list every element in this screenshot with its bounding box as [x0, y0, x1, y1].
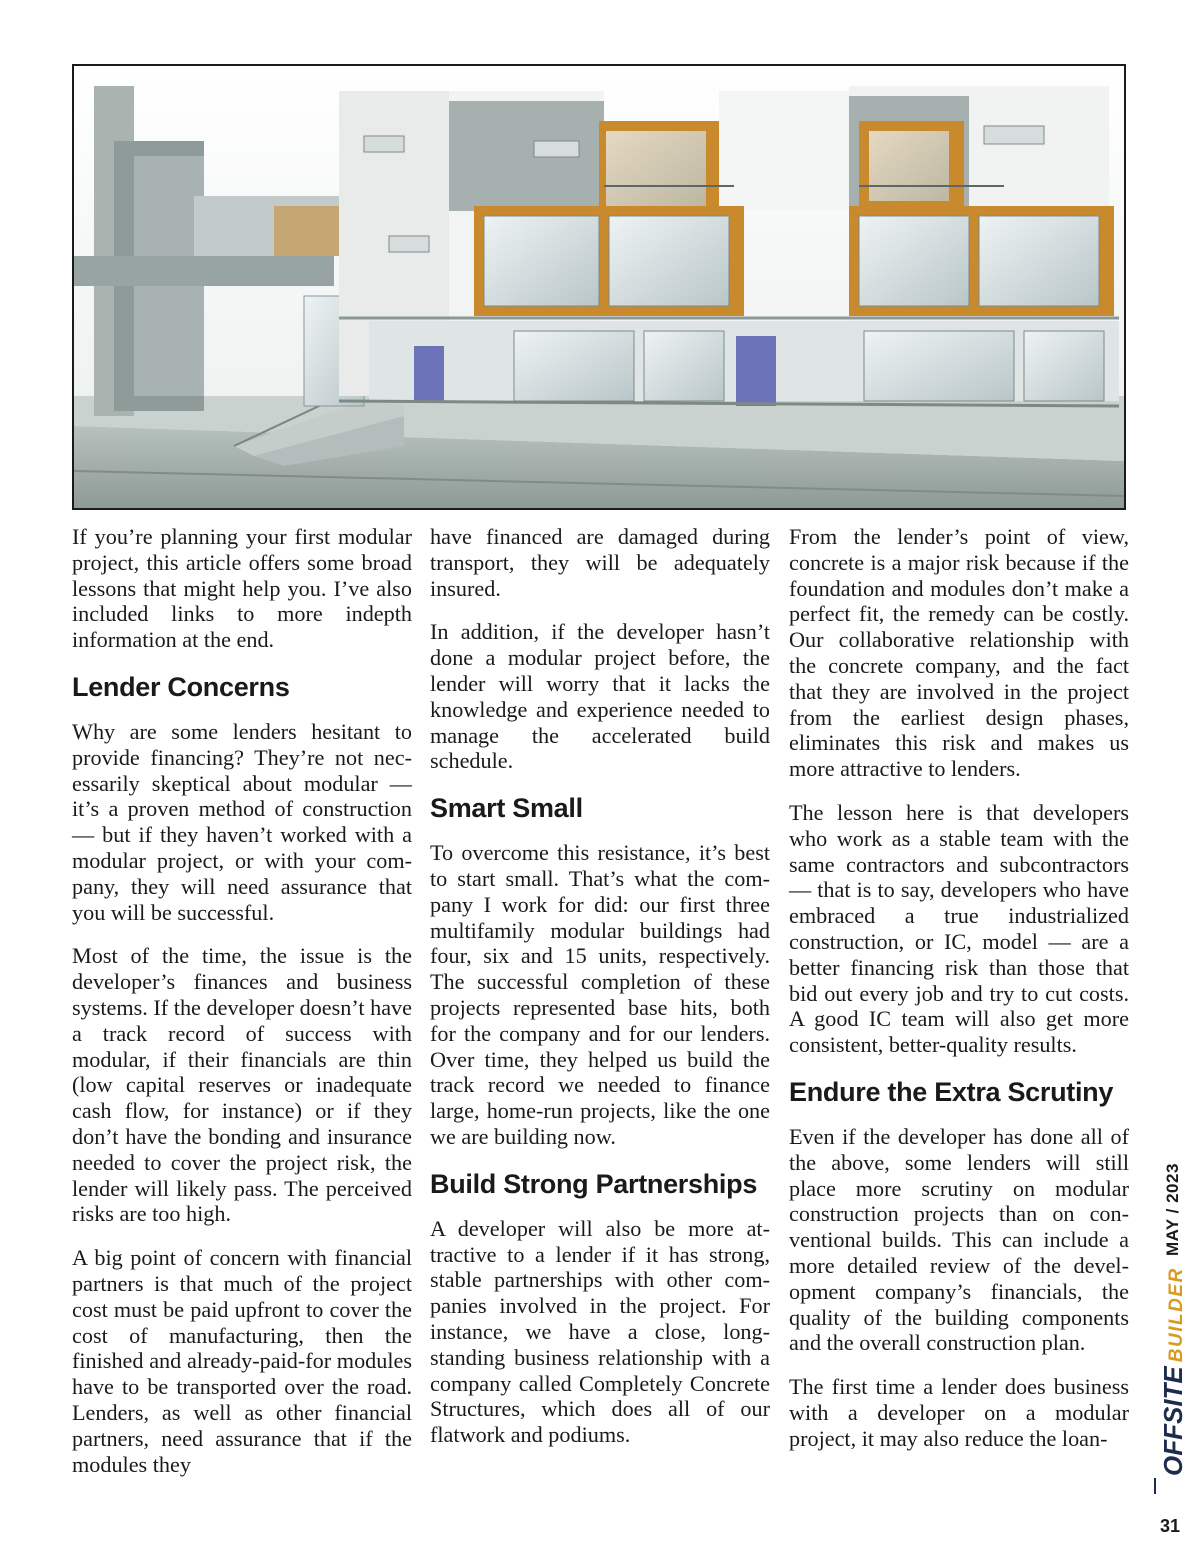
column-2	[430, 524, 770, 1466]
paragraph: Most of the time, the issue is the developer’s finances and business systems. If the developer doesn’t have a track record of success with modular, if their financials are thin (low capital reserves or inadequate cash flow, for instance) or if they don’t have the bonding and insurance needed to cover the project risk, the lender will likely pass. The perceived risks are too high.	[72, 943, 412, 1227]
magazine-logo	[1158, 1267, 1189, 1476]
heading-build-strong-partnerships: Build Strong Partnerships	[430, 1168, 758, 1199]
heading-smart-small: Smart Small	[430, 793, 583, 824]
paragraph: If you’re planning your first modular project, this article offers some broad lessons that might help you. I’ve also included links to more indepth information at the end.	[72, 524, 412, 653]
paragraph: Even if the developer has done all of the above, some lenders will still place more scrutiny on modular construction projects than on conventional builds. This can include a more detailed review of the development company’s financials, the quality of the building components and the overall construction plan.	[789, 1123, 1129, 1356]
issue-date: MAY / 2023	[1163, 1163, 1182, 1256]
paragraph: The first time a lender does business with a developer on a modular project, it may also reduce the loan-	[789, 1374, 1129, 1451]
paragraph: A developer will also be more attractive to a lender if it has strong, stable partnerships with other companies involved in the project. For instance, we have a close, long-standing business relationship with a company called Completely Concrete Structures, which does all of our flatwork and podiums.	[430, 1215, 770, 1448]
paragraph: In addition, if the developer hasn’t done a modular project before, the lender will worry that it lacks the knowledge and experience needed to manage the accelerated build schedule.	[430, 619, 770, 774]
page-number: 31	[1160, 1516, 1181, 1536]
paragraph: have financed are damaged during transport, they will be adequately insured.	[430, 524, 770, 601]
hero-image	[72, 64, 1126, 510]
building-rendering	[74, 66, 1124, 508]
column-3	[789, 524, 1129, 1470]
heading-endure-extra-scrutiny: Endure the Extra Scrutiny	[789, 1076, 1114, 1107]
column-1	[72, 524, 412, 1495]
heading-lender-concerns: Lender Concerns	[72, 671, 290, 702]
paragraph: Why are some lenders hesitant to provide financing? They’re not necessarily skeptical about modular — it’s a proven method of construction — but if they haven’t worked with a modular project, or with your company, they will need assurance that you will be successful.	[72, 718, 412, 925]
paragraph: From the lender’s point of view, concrete is a major risk because if the foundation and modules don’t make a perfect fit, the remedy can be costly. Our collaborative relationship with the concrete company, and the fact that they are involved in the project from the earliest design phases, eliminates this risk and makes us more attractive to lenders.	[789, 524, 1129, 782]
paragraph: The lesson here is that developers who work as a stable team with the same contractors and subcontractors — that is to say, developers who have embraced a true industrialized construction, or IC, model — are a better financing risk than those that bid out every job and try to cut costs. A good IC team will also get more consistent, better-quality results.	[789, 799, 1129, 1058]
sidebar-divider	[1154, 1478, 1156, 1494]
logo-word-offsite: OFFSITE	[1158, 1366, 1188, 1476]
paragraph: A big point of concern with financial partners is that much of the project cost must be paid upfront to cover the cost of manufacturing, then the finished and already-paid-for modules have to be transported over the road. Lenders, as well as other financial partners, need assurance that if the modules they	[72, 1245, 412, 1477]
paragraph: To overcome this resistance, it’s best to start small. That’s what the company I work for did: our first three multifamily modular buildings had four, six and 15 units, respectively. The successful completion of these projects represented base hits, both for the company and for our lenders. Over time, they helped us build the track record we needed to finance large, home-run projects, like the one we are building now.	[430, 840, 770, 1149]
logo-word-builder: BUILDER	[1166, 1267, 1187, 1363]
